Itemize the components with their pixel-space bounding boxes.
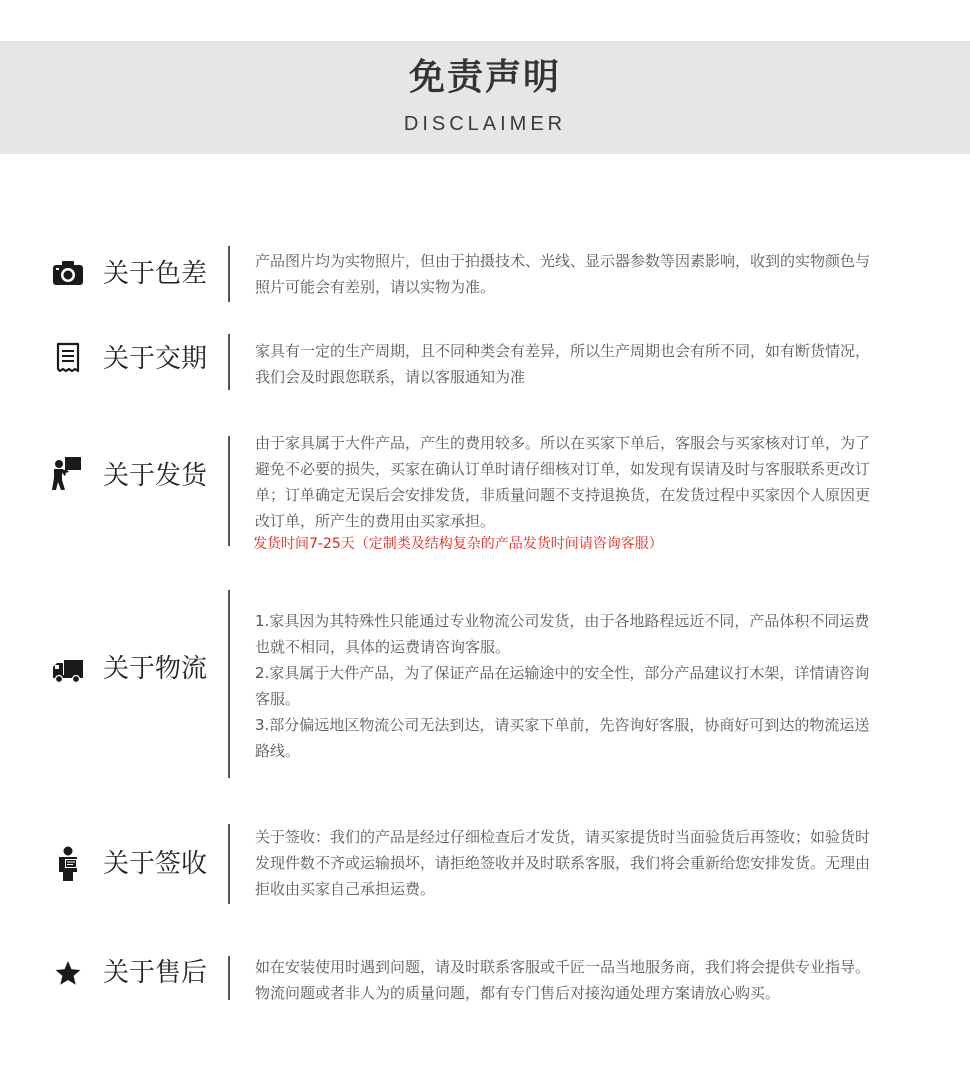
page-subtitle: DISCLAIMER: [403, 113, 567, 135]
signing-person-icon: [50, 846, 86, 882]
section-body: [255, 954, 870, 1006]
section-title: 关于交期: [103, 344, 208, 374]
paragraph: 关于签收：我们的产品是经过仔细检查后才发货，请买家提货时当面验货后再签收；如验货时发现件数不齐或运输损坏，请拒绝签收并及时联系客服，我们将会重新给您安排发货。无理由拒收由买家自己承担运费。: [255, 828, 871, 898]
paragraph: 3.部分偏远地区物流公司无法到达，请买家下单前，先咨询好客服，协商好可到达的物流运送路线。: [255, 716, 870, 760]
section-logistics: [0, 590, 970, 780]
divider: [228, 590, 230, 778]
section-body: [255, 248, 870, 300]
divider: [228, 334, 230, 390]
divider: [228, 956, 230, 1000]
paragraph: 1.家具因为其特殊性只能通过专业物流公司发货，由于各地路程远近不同，产品体积不同运费也就不相同，具体的运费请咨询客服。: [255, 612, 870, 656]
shipping-time-note: 发货时间7-25天（定制类及结构复杂的产品发货时间请咨询客服）: [253, 536, 663, 552]
section-body: [255, 430, 870, 554]
section-body: [255, 338, 870, 390]
section-body: [255, 608, 870, 764]
paragraph: 如在安装使用时遇到问题，请及时联系客服或千匠一品当地服务商，我们将会提供专业指导。物流问题或者非人为的质量问题，都有专门售后对接沟通处理方案请放心购买。: [255, 958, 871, 1002]
paragraph: 2.家具属于大件产品，为了保证产品在运输途中的安全性，部分产品建议打木架，详情请咨询客服。: [255, 664, 870, 708]
section-title: 关于签收: [103, 849, 208, 879]
paragraph: 产品图片均为实物照片，但由于拍摄技术、光线、显示器参数等因素影响，收到的实物颜色与照片可能会有差别，请以实物为准。: [255, 252, 871, 296]
section-title: 关于售后: [103, 958, 208, 988]
section-after-sales: [0, 950, 970, 1040]
section-color-difference: [0, 240, 970, 310]
camera-icon: [50, 255, 86, 291]
section-title: 关于色差: [103, 259, 208, 289]
paragraph: 由于家具属于大件产品，产生的费用较多。所以在买家下单后，客服会与买家核对订单，为了避免不必要的损失，买家在确认订单时请仔细核对订单，如发现有误请及时与客服联系更改订单；订单确定无误后会安排发货，非质量问题不支持退换货，在发货过程中买家因个人原因更改订单，所产生的费用由买家承担。: [255, 434, 871, 530]
delivery-person-icon: [50, 456, 86, 492]
section-lead-time: [0, 330, 970, 400]
section-shipping: [0, 430, 970, 560]
divider: [228, 246, 230, 302]
divider: [228, 436, 230, 546]
receipt-icon: [50, 340, 86, 376]
section-receipt: [0, 820, 970, 910]
star-icon: [50, 955, 86, 991]
page-title: 免责声明: [408, 57, 561, 98]
section-body: [255, 824, 870, 902]
section-title: 关于物流: [103, 654, 208, 684]
truck-icon: [50, 653, 86, 689]
paragraph: 家具有一定的生产周期，且不同种类会有差异，所以生产周期也会有所不同，如有断货情况，我们会及时跟您联系，请以客服通知为准: [255, 342, 871, 386]
section-title: 关于发货: [103, 461, 208, 491]
divider: [228, 824, 230, 904]
